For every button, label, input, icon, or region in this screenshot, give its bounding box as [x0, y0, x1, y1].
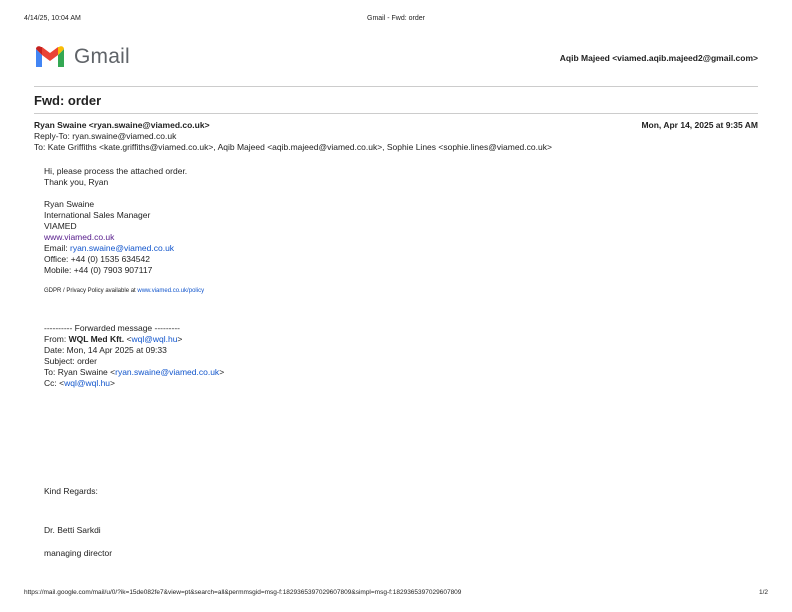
signature-name: Ryan Swaine: [44, 199, 95, 209]
reply-to: Reply-To: ryan.swaine@viamed.co.uk: [34, 131, 177, 141]
signature-role: International Sales Manager: [44, 210, 151, 220]
account-identity: Aqib Majeed <viamed.aqib.majeed2@gmail.com>: [559, 53, 758, 63]
forward-cc-label: Cc: <: [44, 378, 65, 388]
forward-from-name: WQL Med Kft.: [68, 334, 125, 344]
email-subject: Fwd: order: [34, 93, 102, 108]
print-url: https://mail.google.com/mail/u/0/?ik=15de082fe7&view=pt&search=all&permmsgid=msg-f:1829365397029607809&simpl=msg-f:1829365397029607809: [24, 589, 462, 596]
to-gt: >: [219, 367, 225, 377]
recipients: To: Kate Griffiths <kate.griffiths@viamed.co.uk>, Aqib Majeed <aqib.majeed@viamed.co.uk>, Sophie Lines <sophie.lines@viamed.co.uk>: [34, 142, 552, 152]
closing-name: Dr. Betti Sarkdi: [44, 525, 101, 535]
closing-title: managing director: [44, 548, 113, 558]
page-number: 1/2: [758, 589, 768, 596]
print-datetime: 4/14/25, 10:04 AM: [24, 15, 81, 22]
forward-cc-email-link[interactable]: wql@wql.hu: [64, 378, 111, 388]
forward-from-email-link[interactable]: wql@wql.hu: [131, 334, 178, 344]
sender: Ryan Swaine <ryan.swaine@viamed.co.uk>: [34, 120, 210, 130]
message-body: [44, 166, 752, 389]
gdpr-policy-link[interactable]: www.viamed.co.uk/policy: [137, 288, 205, 294]
forward-separator: ---------- Forwarded message ---------: [44, 323, 180, 333]
email-label: Email:: [44, 243, 70, 253]
gdpr-notice: [44, 287, 752, 295]
signature-office: Office: +44 (0) 1535 634542: [44, 254, 150, 264]
greeting: Hi, please process the attached order.: [44, 166, 188, 176]
gdpr-text: GDPR / Privacy Policy available at: [44, 288, 138, 294]
cc-gt: >: [110, 378, 115, 388]
message-meta: [34, 120, 758, 153]
gmail-wordmark: Gmail: [74, 45, 130, 68]
signature: [44, 199, 752, 276]
signature-email-link[interactable]: ryan.swaine@viamed.co.uk: [69, 243, 175, 253]
from-lt: <: [126, 334, 132, 344]
thanks: Thank you, Ryan: [44, 177, 109, 187]
forward-subject: Subject: order: [44, 356, 97, 366]
signature-mobile: Mobile: +44 (0) 7903 907117: [44, 265, 153, 275]
from-gt: >: [177, 334, 183, 344]
forward-date: Date: Mon, 14 Apr 2025 at 09:33: [44, 345, 167, 355]
from-label: From:: [44, 334, 69, 344]
forwarded-message: [44, 323, 752, 389]
gmail-brand: [34, 44, 130, 70]
print-header: [24, 15, 768, 27]
forward-to-label: To: Ryan Swaine <: [44, 367, 116, 377]
message-date: Mon, Apr 14, 2025 at 9:35 AM: [641, 120, 758, 130]
forward-to-email-link[interactable]: ryan.swaine@viamed.co.uk: [115, 367, 220, 377]
subject-divider: [34, 113, 758, 114]
signature-company: VIAMED: [44, 221, 77, 231]
print-title: Gmail - Fwd: order: [367, 15, 425, 22]
kind-regards: Kind Regards:: [44, 486, 98, 496]
print-footer: [24, 589, 768, 599]
website-link[interactable]: www.viamed.co.uk: [44, 232, 115, 242]
gmail-logo-icon: [34, 45, 66, 69]
header-divider: [34, 86, 758, 87]
